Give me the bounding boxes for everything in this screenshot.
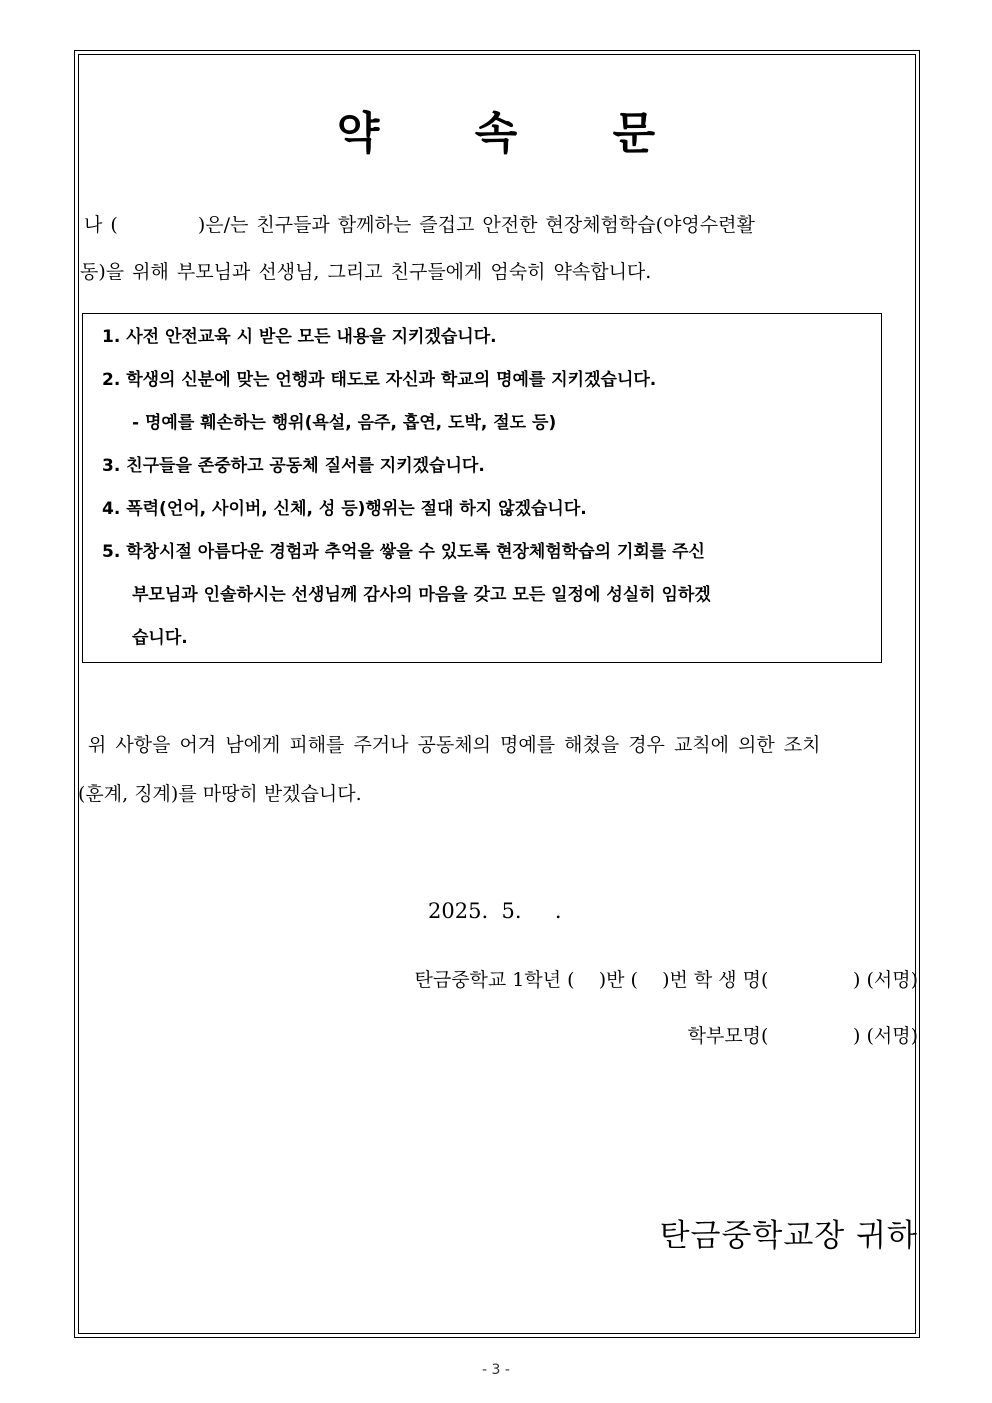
consequence-line-1: 위 사항을 어겨 남에게 피해를 주거나 공동체의 명예를 해쳤을 경우 교칙에 의한 조치 [88, 734, 821, 756]
pledge-item-2-sub: - 명예를 훼손하는 행위(욕설, 음주, 흡연, 도박, 절도 등) [132, 413, 557, 433]
intro-line-1-prefix: 나 ( [84, 214, 118, 236]
pledge-item-1: 1. 사전 안전교육 시 받은 모든 내용을 지키겠습니다. [102, 327, 497, 347]
parent-signature-line: 학부모명( ) (서명) [687, 1025, 918, 1047]
student-signature-line: 탄금중학교 1학년 ( )반 ( )번 학 생 명( ) (서명) [414, 969, 918, 991]
page-number: - 3 - [482, 1362, 510, 1378]
pledge-item-3: 3. 친구들을 존중하고 공동체 질서를 지키겠습니다. [102, 456, 485, 476]
pledge-item-4: 4. 폭력(언어, 사이버, 신체, 성 등)행위는 절대 하지 않겠습니다. [102, 499, 587, 519]
pledge-item-5-line-3: 습니다. [132, 628, 188, 648]
intro-line-2: 동)을 위해 부모님과 선생님, 그리고 친구들에게 엄숙히 약속합니다. [80, 261, 652, 283]
intro-line-1-suffix: )은/는 친구들과 함께하는 즐겁고 안전한 현장체험학습(야영수련활 [197, 214, 755, 236]
consequence-line-2: (훈계, 징계)를 마땅히 받겠습니다. [78, 783, 362, 805]
pledge-date: 2025. 5. . [428, 899, 562, 923]
pledge-box [82, 313, 882, 663]
document-title: 약 속 문 [336, 108, 696, 159]
page-border-inner [78, 54, 916, 1334]
pledge-item-2: 2. 학생의 신분에 맞는 언행과 태도로 자신과 학교의 명예를 지키겠습니다. [102, 370, 657, 390]
intro-line-1 [84, 211, 755, 239]
pledge-item-5-line-1: 5. 학창시절 아름다운 경험과 추억을 쌓을 수 있도록 현장체험학습의 기회를 주신 [102, 542, 705, 562]
addressee: 탄금중학교장 귀하 [659, 1218, 918, 1254]
pledge-item-5-line-2: 부모님과 인솔하시는 선생님께 감사의 마음을 갖고 모든 일정에 성실히 임하겠 [132, 585, 711, 605]
